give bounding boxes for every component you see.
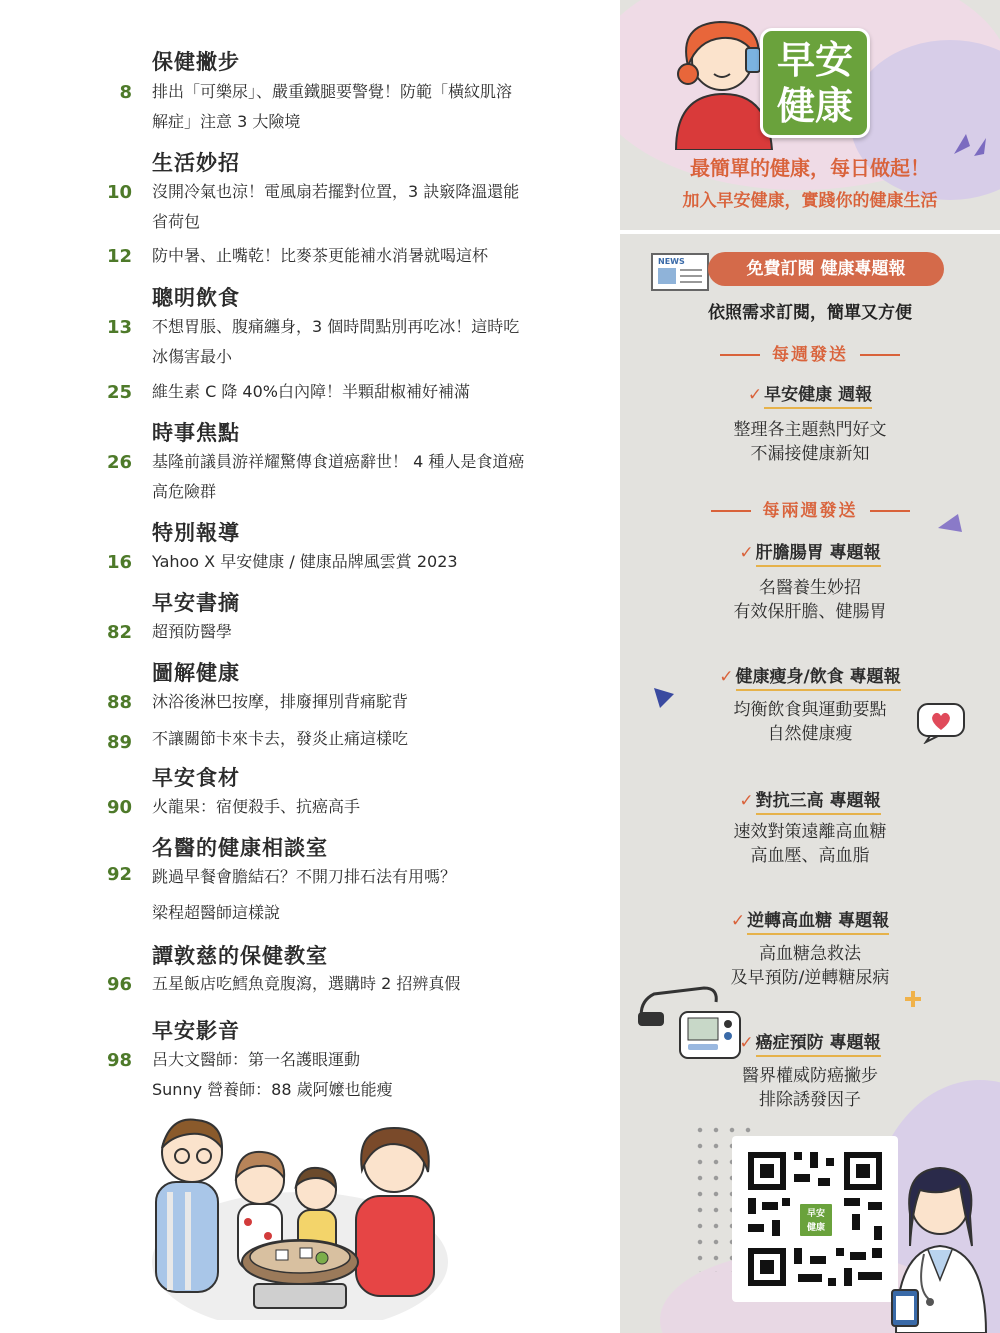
newsletter-description xyxy=(620,820,1000,868)
newsletter-name: 健康瘦身/飲食 專題報 xyxy=(736,667,901,691)
entry-line: 省荷包 xyxy=(152,212,201,231)
section-title: 早安食材 xyxy=(152,766,240,790)
brand-logo xyxy=(760,28,870,138)
desc-line: 排除誘發因子 xyxy=(759,1090,861,1110)
logo-line: 健康 xyxy=(776,84,853,128)
desc-line: 高血壓、高血脂 xyxy=(750,846,870,866)
toc-entry[interactable] xyxy=(152,547,592,577)
newsletter-name: 對抗三高 專題報 xyxy=(756,791,881,815)
toc-entry[interactable] xyxy=(152,177,592,237)
qr-logo-line: 早安 xyxy=(806,1209,825,1219)
newsletter-name: 早安健康 週報 xyxy=(764,385,872,409)
desc-line: 醫界權威防癌撇步 xyxy=(742,1066,878,1086)
page-number: 82 xyxy=(106,622,132,643)
entry-line: 梁程超醫師這樣說 xyxy=(152,903,281,922)
subscribe-description: 依照需求訂閱，簡單又方便 xyxy=(708,303,912,323)
newsletter-description xyxy=(620,418,1000,466)
toc-entry[interactable] xyxy=(152,447,592,507)
check-icon: ✓ xyxy=(739,1033,754,1053)
biweekly-label: 每兩週發送 xyxy=(620,496,1000,521)
subscribe-newsletter-button[interactable]: 免費訂閱 健康專題報 xyxy=(708,252,944,286)
entry-line: 火龍果：宿便殺手、抗癌高手 xyxy=(152,797,361,816)
qr-brand-logo xyxy=(798,1202,834,1238)
entry-line: Yahoo X 早安健康 / 健康品牌風雲賞 2023 xyxy=(152,552,458,571)
toc-entry[interactable] xyxy=(152,241,592,271)
section-title: 早安影音 xyxy=(152,1019,240,1043)
qr-logo-line: 健康 xyxy=(806,1223,825,1233)
desc-line: 自然健康瘦 xyxy=(767,724,853,744)
logo-line: 早安 xyxy=(776,38,853,82)
check-icon: ✓ xyxy=(747,385,763,405)
newsletter-description xyxy=(620,576,1000,624)
desc-line: 均衡飲食與運動要點 xyxy=(733,700,887,720)
entry-line: 五星飯店吃鱈魚竟腹瀉，選購時 2 招辨真假 xyxy=(152,974,461,993)
section-title: 時事焦點 xyxy=(152,421,240,445)
heart-speech-bubble-icon xyxy=(916,702,968,744)
newsletter-title[interactable] xyxy=(620,786,1000,811)
desc-line: 速效對策遠離高血糖 xyxy=(733,822,887,842)
newsletter-name: 癌症預防 專題報 xyxy=(756,1033,881,1057)
newsletter-title[interactable] xyxy=(620,380,1000,405)
plus-icon xyxy=(904,990,922,1008)
newsletter-name: 逆轉高血糖 專題報 xyxy=(747,911,889,935)
toc-entry[interactable] xyxy=(152,377,592,407)
weekly-label: 每週發送 xyxy=(620,340,1000,365)
section-title: 特別報導 xyxy=(152,521,240,545)
toc-entry[interactable] xyxy=(152,792,592,822)
section-title: 名醫的健康相談室 xyxy=(152,836,328,860)
check-icon: ✓ xyxy=(739,543,754,563)
newsletter-name: 肝膽腸胃 專題報 xyxy=(756,543,881,567)
page-number: 92 xyxy=(106,864,132,885)
page-number: 13 xyxy=(106,317,132,338)
tagline-primary: 最簡單的健康，每日做起！ xyxy=(690,156,930,180)
page-number: 12 xyxy=(106,246,132,267)
entry-line: 呂大文醫師：第一名護眼運動 xyxy=(152,1050,361,1069)
toc-entry[interactable] xyxy=(152,859,592,931)
entry-line: 基隆前議員游祥耀驚傳食道癌辭世！ 4 種人是食道癌 xyxy=(152,452,525,471)
doctor-illustration xyxy=(890,1150,990,1333)
newsletter-title[interactable] xyxy=(620,538,1000,563)
entry-line: 不想胃脹、腹痛纏身，3 個時間點別再吃冰！這時吃 xyxy=(152,317,520,336)
section-title: 保健撇步 xyxy=(152,50,240,74)
toc-entry[interactable] xyxy=(152,687,592,717)
entry-line: 沒開冷氣也涼！電風扇若擺對位置，3 訣竅降溫還能 xyxy=(152,182,520,201)
entry-line: 冰傷害最小 xyxy=(152,347,233,366)
entry-line: 解症」注意 3 大險境 xyxy=(152,112,301,131)
entry-line: 防中暑、止嘴乾！比麥茶更能補水消暑就喝這杯 xyxy=(152,246,489,265)
desc-line: 高血糖急救法 xyxy=(759,944,861,964)
toc-entry[interactable] xyxy=(152,969,592,999)
toc-entry[interactable] xyxy=(152,724,592,754)
news-icon-label: NEWS xyxy=(658,257,685,266)
page-number: 25 xyxy=(106,382,132,403)
section-title: 聰明飲食 xyxy=(152,286,240,310)
page-number: 26 xyxy=(106,452,132,473)
page-number: 89 xyxy=(106,732,132,753)
section-title: 譚敦慈的保健教室 xyxy=(152,944,328,968)
desc-line: 有效保肝膽、健腸胃 xyxy=(733,602,887,622)
toc-entry[interactable] xyxy=(152,617,592,647)
newsletter-description xyxy=(620,1064,1000,1112)
entry-line: 排出「可樂尿」、嚴重鐵腿要警覺！防範「橫紋肌溶 xyxy=(152,82,513,101)
toc-entry[interactable] xyxy=(152,1045,592,1105)
page-number: 10 xyxy=(106,182,132,203)
page-number: 88 xyxy=(106,692,132,713)
newspaper-icon xyxy=(650,250,714,294)
check-icon: ✓ xyxy=(730,911,746,931)
desc-line: 整理各主題熱門好文 xyxy=(733,420,887,440)
page-number: 98 xyxy=(106,1050,132,1071)
section-title: 生活妙招 xyxy=(152,151,240,175)
check-icon: ✓ xyxy=(739,791,754,811)
decorative-shape xyxy=(936,512,964,534)
newsletter-title[interactable] xyxy=(620,662,1000,687)
entry-line: Sunny 營養師：88 歲阿嬤也能瘦 xyxy=(152,1080,393,1099)
section-title: 早安書摘 xyxy=(152,591,240,615)
page-number: 8 xyxy=(119,82,132,103)
desc-line: 不漏接健康新知 xyxy=(750,444,870,464)
page-number: 90 xyxy=(106,797,132,818)
page-number: 96 xyxy=(106,974,132,995)
decorative-shape xyxy=(650,684,676,710)
desc-line: 名醫養生妙招 xyxy=(759,578,861,598)
entry-line: 跳過早餐會膽結石？不開刀排石法有用嗎？ xyxy=(152,867,457,886)
page-number: 16 xyxy=(106,552,132,573)
family-hotpot-illustration xyxy=(150,1112,450,1320)
desc-line: 及早預防/逆轉糖尿病 xyxy=(730,968,890,988)
entry-line: 超預防醫學 xyxy=(152,622,233,641)
entry-line: 維生素 C 降 40%白內障！半顆甜椒補好補滿 xyxy=(152,382,470,401)
section-title: 圖解健康 xyxy=(152,661,240,685)
tagline-secondary: 加入早安健康，實踐你的健康生活 xyxy=(682,191,938,211)
panel-divider xyxy=(620,230,1000,234)
subscribe-qr-code[interactable] xyxy=(732,1136,898,1302)
toc-entry[interactable] xyxy=(152,77,592,137)
newsletter-title[interactable] xyxy=(620,1028,1000,1053)
toc-entry[interactable] xyxy=(152,312,592,372)
check-icon: ✓ xyxy=(719,667,734,687)
entry-line: 高危險群 xyxy=(152,482,217,501)
newsletter-title[interactable] xyxy=(620,906,1000,931)
promo-panel xyxy=(620,0,1000,1333)
entry-line: 不讓關節卡來卡去，發炎止痛這樣吃 xyxy=(152,729,409,748)
entry-line: 沐浴後淋巴按摩，排廢揮別背痛駝背 xyxy=(152,692,409,711)
